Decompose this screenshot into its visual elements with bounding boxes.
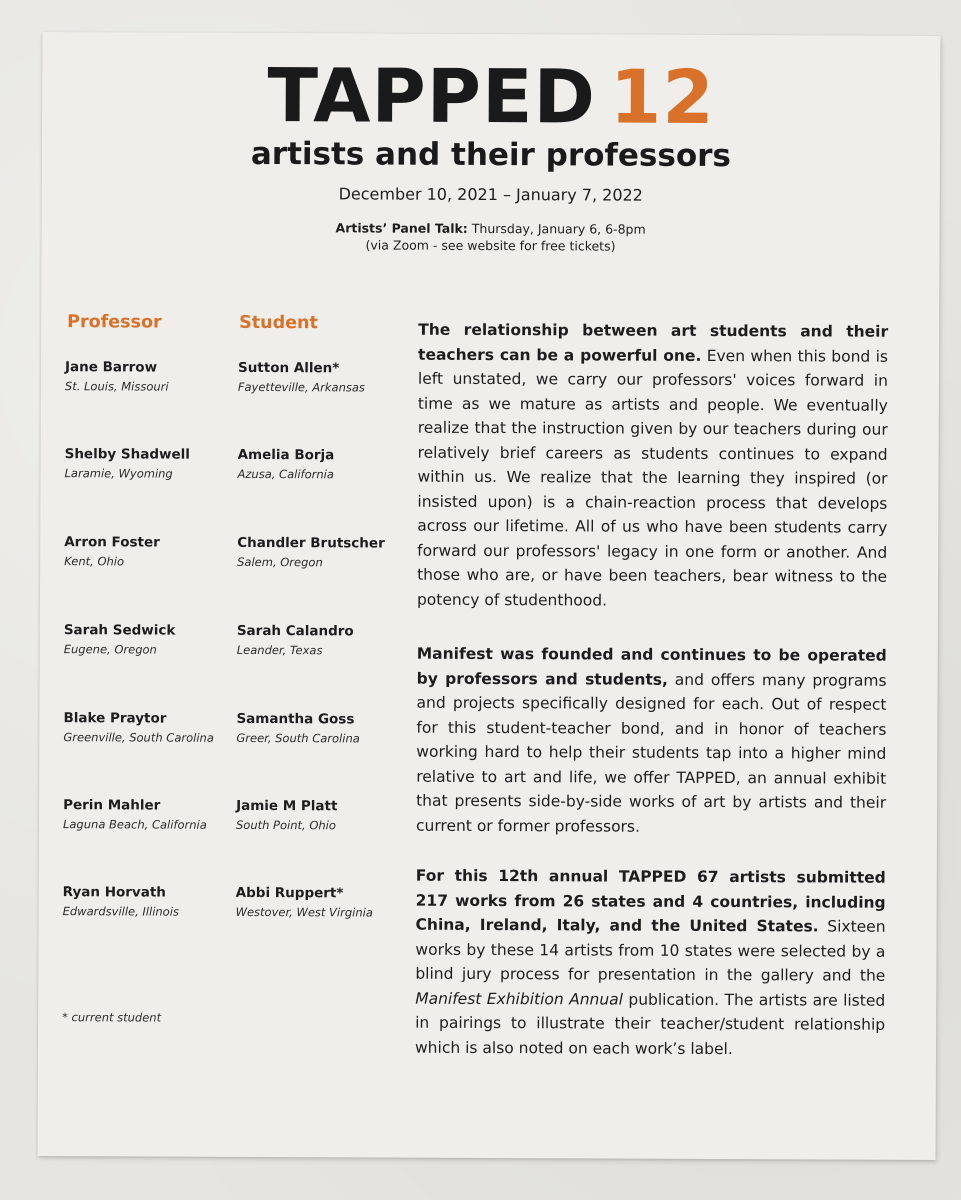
poster-subtitle: artists and their professors <box>250 135 732 175</box>
submissions-paragraph-body-a: Sixteen works by these 14 artists from 10 states were selected by a blind jury process for presentation in the gallery and the <box>415 917 886 985</box>
professor-column-header: Professor <box>67 312 162 333</box>
professor-name: Shelby Shadwell <box>64 446 190 463</box>
intro-paragraph-lead: The relationship between art students and their teachers can be a powerful one. <box>418 320 889 365</box>
professor-entry <box>64 621 229 660</box>
student-location: Salem, Oregon <box>237 554 323 570</box>
manifest-paragraph <box>416 642 887 840</box>
professor-entry <box>63 883 228 922</box>
professor-entry <box>63 796 228 835</box>
student-name: Jamie M Platt <box>236 797 338 815</box>
panel-talk-info <box>41 218 939 256</box>
exhibition-poster <box>38 32 941 1160</box>
professor-location: Greenville, South Carolina <box>63 730 214 745</box>
submissions-paragraph-body-b: publication. The artists are listed in pairings to illustrate their teacher/student relationship which is also noted on each work’s label. <box>414 990 886 1058</box>
professor-location: Laramie, Wyoming <box>64 466 173 481</box>
current-student-footnote: * current student <box>62 1010 162 1025</box>
professor-location: Kent, Ohio <box>64 554 125 569</box>
student-entry <box>236 884 401 923</box>
student-location: Azusa, California <box>237 466 334 482</box>
student-name: Samantha Goss <box>236 710 355 728</box>
manifest-paragraph-lead: Manifest was founded and continues to be operated by professors and students, <box>416 644 887 689</box>
student-name: Abbi Ruppert* <box>235 884 344 902</box>
student-name: Amelia Borja <box>237 446 335 464</box>
student-entry <box>237 534 402 573</box>
intro-paragraph <box>417 318 888 614</box>
professor-entry <box>63 709 228 748</box>
student-entry <box>236 710 401 749</box>
professor-entry <box>64 533 229 572</box>
professor-location: Laguna Beach, California <box>62 817 207 832</box>
student-location: Fayetteville, Arkansas <box>237 379 365 395</box>
student-column-header: Student <box>239 312 318 334</box>
professor-location: St. Louis, Missouri <box>64 379 169 394</box>
manifest-paragraph-body: and offers many programs and projects specifically designed for each. Out of respect for this student-teacher bond, and in honor of teachers working hard to help their students tap into a higher mind relative to art and life, we offer TAPPED, an annual exhibit that presents side-by-side works of art by artists and their current or former professors. <box>415 670 887 836</box>
student-location: South Point, Ohio <box>235 817 336 833</box>
title-number: 12 <box>609 54 716 141</box>
student-entry <box>236 797 401 836</box>
professor-entry <box>65 358 230 397</box>
exhibition-dates: December 10, 2021 – January 7, 2022 <box>338 184 643 205</box>
professor-entry <box>64 445 229 484</box>
student-name: Sarah Calandro <box>236 622 354 640</box>
title-main: TAPPED <box>267 53 597 141</box>
professor-name: Sarah Sedwick <box>63 622 176 639</box>
professor-name: Jane Barrow <box>64 359 158 376</box>
panel-talk-time: Thursday, January 6, 6-8pm <box>467 220 646 237</box>
professor-location: Edwardsville, Illinois <box>62 904 179 919</box>
panel-talk-note: (via Zoom - see website for free tickets) <box>365 237 616 254</box>
professor-name: Blake Praytor <box>63 710 167 727</box>
poster-title <box>42 53 940 141</box>
student-location: Greer, South Carolina <box>236 730 360 746</box>
intro-paragraph-body: Even when this bond is left unstated, we carry our professors' voices forward in time as we mature as artists and people. We eventually realize that the instruction given by our teachers during our relatively brief careers as students continues to expand within us. We realize that the learning they inspired (or insisted upon) is a chain-reaction process that develops across our lifetime. All of us who have been students carry forward our professors' legacy in one form or another. And those who are, or have been teachers, bear witness to the potency of studenthood. <box>416 346 889 610</box>
student-name: Chandler Brutscher <box>237 534 385 552</box>
professor-name: Ryan Horvath <box>62 884 166 901</box>
professor-location: Eugene, Oregon <box>63 642 157 657</box>
student-location: Westover, West Virginia <box>235 904 373 920</box>
student-entry <box>237 446 402 485</box>
professor-name: Arron Foster <box>64 534 160 551</box>
student-location: Leander, Texas <box>236 642 323 658</box>
student-entry <box>237 622 402 661</box>
submissions-paragraph-lead: For this 12th annual TAPPED 67 artists submitted 217 works from 26 states and 4 countries, including China, Ireland, Italy, and the United States. <box>415 866 886 936</box>
professor-name: Perin Mahler <box>63 797 161 814</box>
publication-title: Manifest Exhibition Annual <box>415 989 624 1009</box>
submissions-paragraph <box>415 864 886 1062</box>
student-name: Sutton Allen* <box>237 359 340 377</box>
panel-talk-label: Artists’ Panel Talk: <box>335 220 468 236</box>
student-entry <box>238 359 403 398</box>
